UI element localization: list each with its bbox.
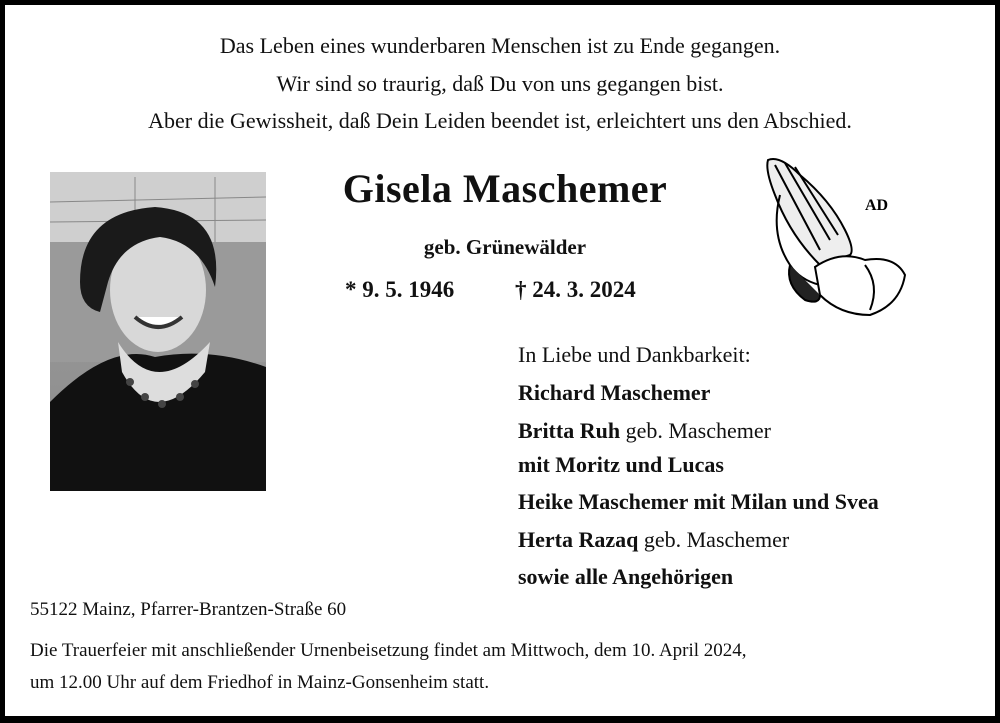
funeral-line-2: um 12.00 Uhr auf dem Friedhof in Mainz-Gonsenheim statt.	[30, 672, 490, 693]
member-born-name: geb. Maschemer	[638, 527, 790, 552]
member-name: Britta Ruh	[518, 418, 621, 443]
family-member: mit Moritz und Lucas	[518, 452, 724, 477]
obituary-notice	[5, 5, 995, 716]
praying-hands-icon	[760, 155, 910, 325]
birth-name: geb. Grünewälder	[423, 235, 587, 259]
funeral-line-1: Die Trauerfeier mit anschließender Urnenbeisetzung findet am Mittwoch, dem 10. April 2024,	[30, 640, 747, 661]
family-intro: In Liebe und Dankbarkeit:	[518, 342, 751, 367]
member-born-name: geb. Maschemer	[620, 418, 771, 443]
portrait-photo	[50, 172, 266, 491]
birth-date: * 9. 5. 1946	[345, 277, 455, 302]
deceased-name: Gisela Maschemer	[342, 166, 668, 211]
family-member: Richard Maschemer	[518, 380, 711, 405]
intro-line-1: Das Leben eines wunderbaren Menschen ist zu Ende gegangen.	[219, 33, 781, 58]
intro-line-3: Aber die Gewissheit, daß Dein Leiden beendet ist, erleichtert uns den Abschied.	[148, 108, 852, 133]
family-member	[518, 418, 771, 444]
monogram: AD	[865, 197, 889, 214]
family-member	[518, 527, 789, 553]
intro-line-2: Wir sind so traurig, daß Du von uns gegangen bist.	[276, 71, 724, 96]
family-member: sowie alle Angehörigen	[518, 564, 734, 589]
family-member: Heike Maschemer mit Milan und Svea	[518, 489, 879, 514]
member-name: Herta Razaq	[518, 527, 639, 552]
address: 55122 Mainz, Pfarrer-Brantzen-Straße 60	[30, 599, 347, 620]
death-date: † 24. 3. 2024	[515, 277, 636, 302]
